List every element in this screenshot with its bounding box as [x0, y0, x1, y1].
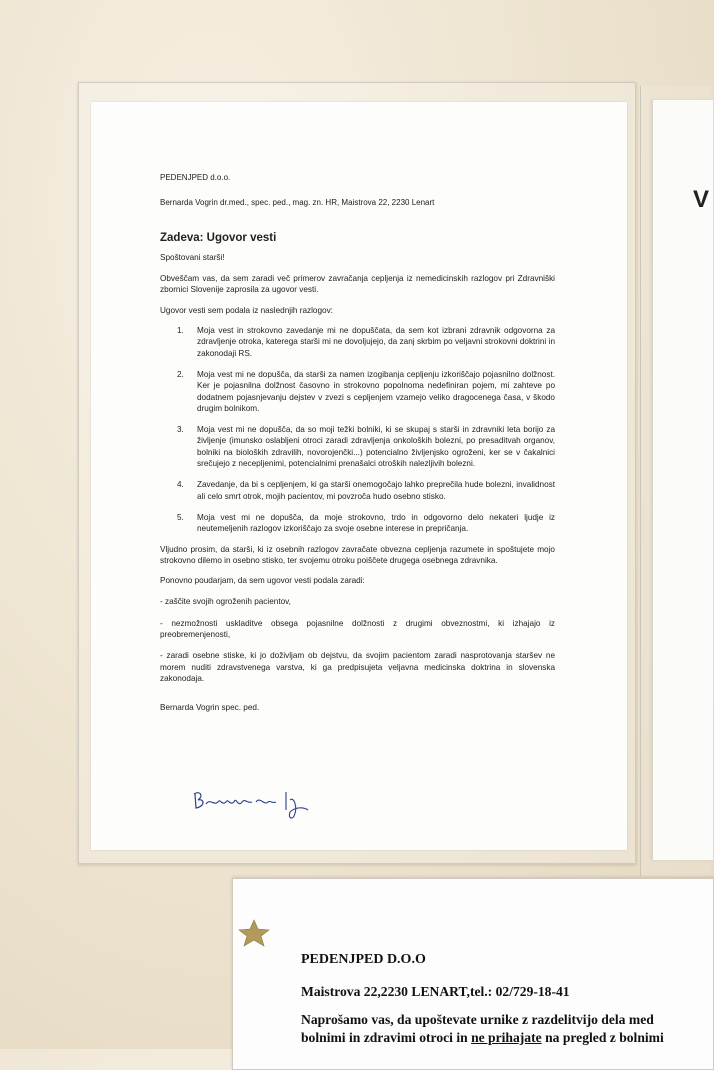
star-sticker-icon [236, 918, 272, 948]
reason-item [177, 424, 555, 469]
letter-greeting: Spoštovani starši! [160, 252, 225, 262]
letter-intro: Obveščam vas, da sem zaradi več primerov zavračanja cepljenja iz nemedicinskih razlogov pri Zdravniški zbornici Slovenije zaprosila za ugovor vesti. [160, 274, 555, 295]
handwritten-signature [190, 786, 330, 826]
reason-item [177, 325, 555, 359]
reason-text: Moja vest mi ne dopušča, da moje strokovno, trdo in odgovorno delo nekateri ljudje iz neutemeljenih razlogov izkoriščajo za svoje osebne interese in prepričanja. [197, 512, 555, 534]
reason-text: Moja vest in strokovno zavedanje mi ne dopuščata, da sem kot izbrani zdravnik odgovorna za zdravljenje otroka, katerega starši mi ne dovoljujejo, da zanj skrbim po veljavni strokovni doktrini in zakonodaji RS. [197, 326, 555, 358]
reason-number: 1. [177, 326, 184, 336]
reasons-list [177, 325, 555, 534]
notice-line: Naprošamo vas, da upoštevate urnike z razdelitvijo dela med [301, 1012, 654, 1027]
letter-body [160, 172, 555, 714]
reason-item [177, 512, 555, 535]
reason-text: Moja vest mi ne dopušča, da so moji težki bolniki, ki se skupaj s starši in zdravniki leta borijo za življenje (imunsko oslabljeni otroci zaradi zdravljenja onkoloških bolezni, po presaditvah organov, bolniki na bioloških zdravilih, novorojenčki...) potencialno življenjsko ogroženi, ker se v čakalnici srečujejo z necepljenimi, potencialnimi prenašalci otroških nalezljivih bolezni. [197, 425, 555, 469]
notice-text: na pregled z bolnimi [541, 1030, 664, 1045]
notice-underlined-text: ne prihajate [471, 1030, 542, 1045]
notice-company: PEDENJPED D.O.O [301, 952, 426, 967]
reason-text: Zavedanje, da bi s cepljenjem, ki ga starši onemogočajo lahko preprečila hude bolezni, invalidnost ali celo smrt otrok, mojih pacientov, mi povzroča hudo osebno stisko. [197, 480, 555, 501]
reason-item [177, 479, 555, 502]
reason-number: 3. [177, 425, 184, 435]
right-adjacent-sheet [652, 100, 713, 860]
letter-company: PEDENJPED d.o.o. [160, 173, 231, 182]
signature-name: Bernarda Vogrin spec. ped. [160, 703, 260, 713]
notice-address: Maistrova 22,2230 LENART,tel.: 02/729-18-41 [301, 984, 570, 999]
letter-bullet: - zaradi osebne stiske, ki jo doživljam ob dejstvu, da svojim pacientom zaradi nasprotovanja staršev ne morem nuditi zdravstvenega varstva, ki ga predpisujeta veljavna medicinska doktrina in slovenska zakonodaja. [160, 651, 555, 683]
notice-line [301, 1030, 664, 1046]
letter-subject: Zadeva: Ugovor vesti [160, 231, 277, 244]
reason-number: 2. [177, 369, 184, 379]
letter-reasons-intro: Ugovor vesti sem podala iz naslednjih razlogov: [160, 305, 333, 315]
right-sheet-glyph: V [693, 186, 710, 213]
letter-author-line: Bernarda Vogrin dr.med., spec. ped., mag. zn. HR, Maistrova 22, 2230 Lenart [160, 198, 435, 208]
reason-number: 4. [177, 480, 184, 490]
reason-item [177, 369, 555, 414]
letter-bullet: - zaščite svojih ogroženih pacientov, [160, 597, 291, 607]
letter-emphasis: Ponovno poudarjam, da sem ugovor vesti podala zaradi: [160, 576, 365, 586]
reason-number: 5. [177, 512, 184, 522]
notice-text: bolnimi in zdravimi otroci in [301, 1030, 472, 1045]
letter-bullet: - nezmožnosti uskladitve obsega pojasnilne dolžnosti z drugimi obveznostmi, ki izhajajo iz preobremenjenosti, [160, 618, 555, 640]
reason-text: Moja vest mi ne dopušča, da starši za namen izogibanja cepljenju izkoriščajo pojasnilno dolžnost. Ker je pojasnilna dolžnost časovno in strokovno popolnoma nedefiniran pojem, mi zahteve po dodatnem pojasnjevanju dejstev v zvezi s cepljenjem vzamejo veliko dragocenega časa, v škodo drugim bolnikom. [197, 369, 555, 413]
letter-request: Vljudno prosim, da starši, ki iz osebnih razlogov zavračate obvezna cepljenja razumete in spoštujete mojo strokovno dilemo in osebno stisko, ter svojemu otroku poiščete drugega osebnega zdravnika. [160, 544, 555, 565]
